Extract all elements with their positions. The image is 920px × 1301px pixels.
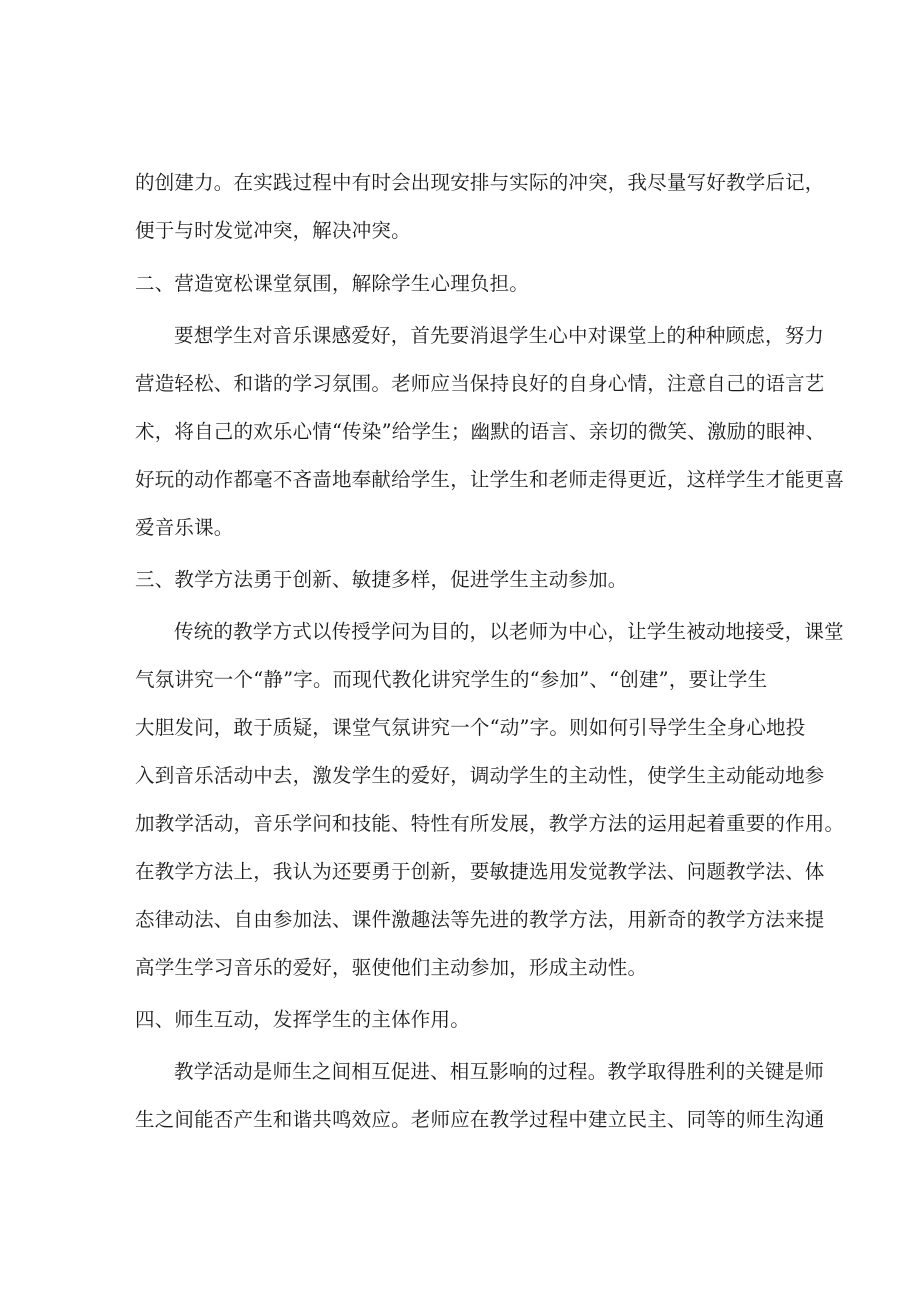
paragraph-line: 在教学方法上，我认为还要勇于创新，要敏捷选用发觉教学法、问题教学法、体 — [135, 860, 825, 883]
section-heading-4: 四、师生互动，发挥学生的主体作用。 — [135, 1008, 470, 1031]
paragraph-line: 传统的教学方式以传授学问为目的，以老师为中心，让学生被动地接受，课堂 — [174, 620, 844, 643]
paragraph-line: 态律动法、自由参加法、课件激趣法等先进的教学方法，用新奇的教学方法来提 — [135, 908, 825, 931]
paragraph-line: 高学生学习音乐的爱好，驱使他们主动参加，形成主动性。 — [135, 956, 648, 979]
paragraph-line: 要想学生对音乐课感爱好，首先要消退学生心中对课堂上的种种顾虑，努力 — [174, 324, 825, 347]
paragraph-line: 气氛讲究一个“静”字。而现代教化讲究学生的“参加”、“创建”，要让学生 — [135, 668, 768, 691]
paragraph-line: 术，将自己的欢乐心情“传染”给学生；幽默的语言、亲切的微笑、激励的眼神、 — [135, 420, 826, 443]
paragraph-line: 生之间能否产生和谐共鸣效应。老师应在教学过程中建立民主、同等的师生沟通 — [135, 1108, 825, 1131]
paragraph-line: 便于与时发觉冲突，解决冲突。 — [135, 219, 411, 242]
paragraph-line: 大胆发问，敢于质疑，课堂气氛讲究一个“动”字。则如何引导学生全身心地投 — [135, 716, 806, 739]
paragraph-line: 营造轻松、和谐的学习氛围。老师应当保持良好的自身心情，注意自己的语言艺 — [135, 372, 825, 395]
paragraph-line: 爱音乐课。 — [135, 516, 234, 539]
section-heading-2: 二、营造宽松课堂氛围，解除学生心理负担。 — [135, 272, 530, 295]
paragraph-line: 入到音乐活动中去，激发学生的爱好，调动学生的主动性，使学生主动能动地参 — [135, 764, 825, 787]
paragraph-line: 加教学活动，音乐学问和技能、特性有所发展，教学方法的运用起着重要的作用。 — [135, 812, 845, 835]
paragraph-line: 的创建力。在实践过程中有时会出现安排与实际的冲突，我尽量写好教学后记， — [135, 171, 825, 194]
section-heading-3: 三、教学方法勇于创新、敏捷多样，促进学生主动参加。 — [135, 568, 628, 591]
paragraph-line: 教学活动是师生之间相互促进、相互影响的过程。教学取得胜利的关键是师 — [174, 1060, 825, 1083]
paragraph-line: 好玩的动作都毫不吝啬地奉献给学生，让学生和老师走得更近，这样学生才能更喜 — [135, 468, 845, 491]
